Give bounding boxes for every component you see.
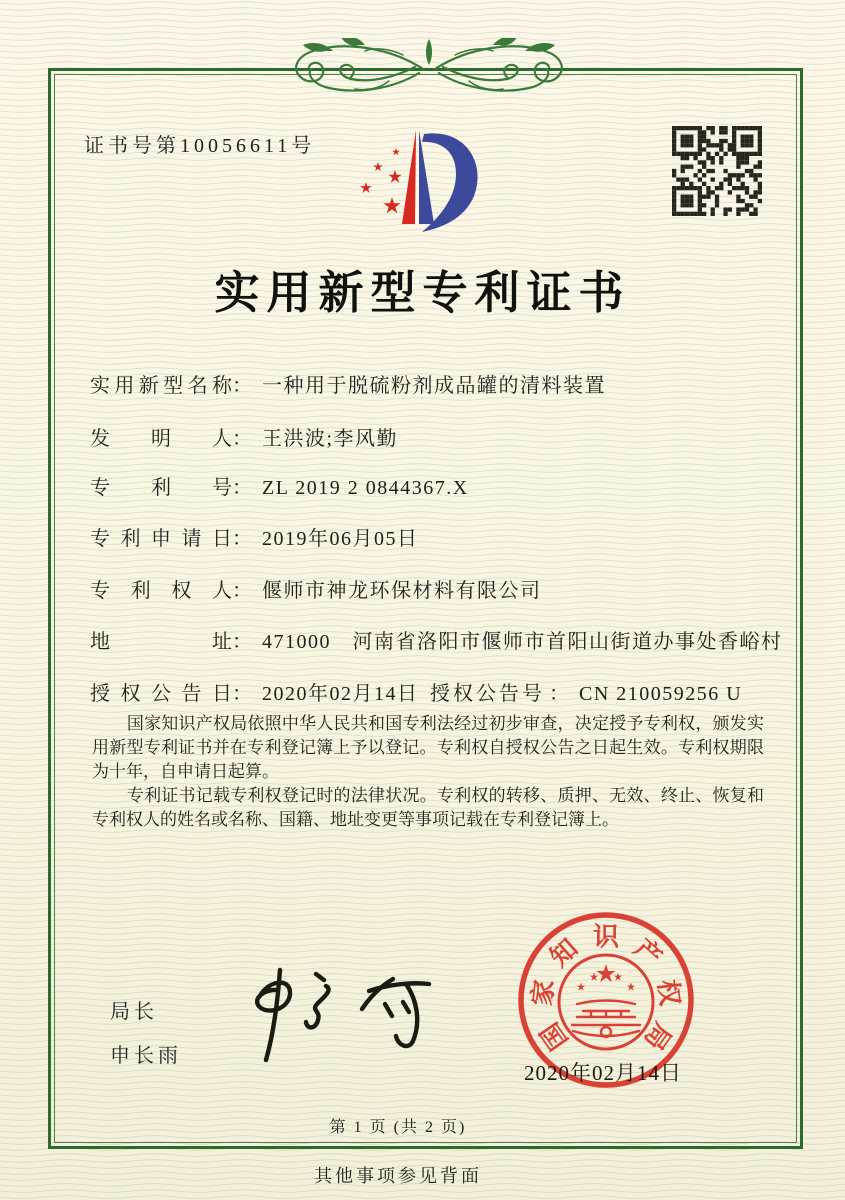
field-value: ZL 2019 2 0844367.X	[262, 477, 469, 499]
svg-text:知: 知	[544, 933, 584, 973]
certificate-number: 证书号第10056611号	[84, 135, 316, 157]
field-label: 地 址	[90, 631, 232, 653]
field-value: 2020年02月14日	[262, 683, 419, 705]
field-label: 实 用 新 型 名 称	[90, 375, 232, 397]
svg-text:局: 局	[638, 1017, 677, 1056]
field-value: 王洪波;李风勤	[262, 428, 399, 450]
certificate-title: 实用新型专利证书	[214, 268, 631, 318]
field-row-filing-date: 专 利 申 请 日 ： 2019年06月05日	[90, 522, 419, 551]
director-name: 申长雨	[110, 1045, 182, 1067]
svg-text:识: 识	[592, 922, 620, 952]
legal-text-block	[92, 712, 764, 832]
svg-text:权: 权	[652, 978, 685, 1008]
field-row-inventors: 发 明 人 ： 王洪波;李风勤	[90, 422, 398, 451]
signoff-block	[110, 990, 182, 1078]
border-scroll-ornament-icon	[279, 38, 579, 108]
field-label: 发 明 人	[90, 428, 232, 450]
seal-date: 2020年02月14日	[524, 1061, 682, 1085]
svg-text:产: 产	[628, 933, 668, 973]
field-label: 专 利 号	[90, 477, 232, 499]
field-value: 一种用于脱硫粉剂成品罐的清料装置	[262, 375, 606, 397]
back-side-note: 其他事项参见背面	[314, 1166, 482, 1186]
field-label: 专 利 申 请 日	[90, 528, 232, 550]
director-role-label: 局长	[110, 1001, 158, 1023]
svg-text:家: 家	[527, 978, 560, 1008]
field-row-utility-model-name: 实 用 新 型 名 称 ： 一种用于脱硫粉剂成品罐的清料装置	[90, 369, 606, 398]
field-row-grant-date: 授 权 公 告 日 ： 2020年02月14日 授权公告号 ： CN 210059256 U	[90, 677, 419, 706]
legal-paragraph-1: 国家知识产权局依照中华人民共和国专利法经过初步审查，决定授予专利权，颁发实用新型专利证书并在专利登记簿上予以登记。专利权自授权公告之日起生效。专利权期限为十年，自申请日起算。	[92, 714, 764, 781]
director-signature-icon	[232, 952, 452, 1067]
field-label: 授权公告号	[430, 683, 545, 705]
field-value: 471000 河南省洛阳市偃师市首阳山街道办事处香峪村	[262, 631, 783, 653]
field-value: 偃师市神龙环保材料有限公司	[262, 580, 542, 602]
field-row-address: 地 址 ： 471000 河南省洛阳市偃师市首阳山街道办事处香峪村	[90, 625, 783, 654]
page-number: 第 1 页 (共 2 页)	[329, 1119, 467, 1136]
field-value: CN 210059256 U	[579, 683, 743, 705]
legal-paragraph-2: 专利证书记载专利权登记时的法律状况。专利权的转移、质押、无效、终止、恢复和专利权人的姓名或名称、国籍、地址变更等事项记载在专利登记簿上。	[92, 785, 764, 829]
field-grant-number: 授权公告号 ： CN 210059256 U	[430, 683, 743, 705]
field-label: 专 利 权 人	[90, 580, 232, 602]
field-row-patent-number: 专 利 号 ： ZL 2019 2 0844367.X	[90, 471, 469, 500]
cnipa-patent-logo-icon	[352, 122, 488, 237]
svg-text:国: 国	[535, 1017, 574, 1056]
field-value: 2019年06月05日	[262, 528, 419, 550]
qr-code-icon	[672, 126, 762, 216]
field-label: 授 权 公 告 日	[90, 683, 232, 705]
field-row-patentee: 专 利 权 人 ： 偃师市神龙环保材料有限公司	[90, 574, 542, 603]
